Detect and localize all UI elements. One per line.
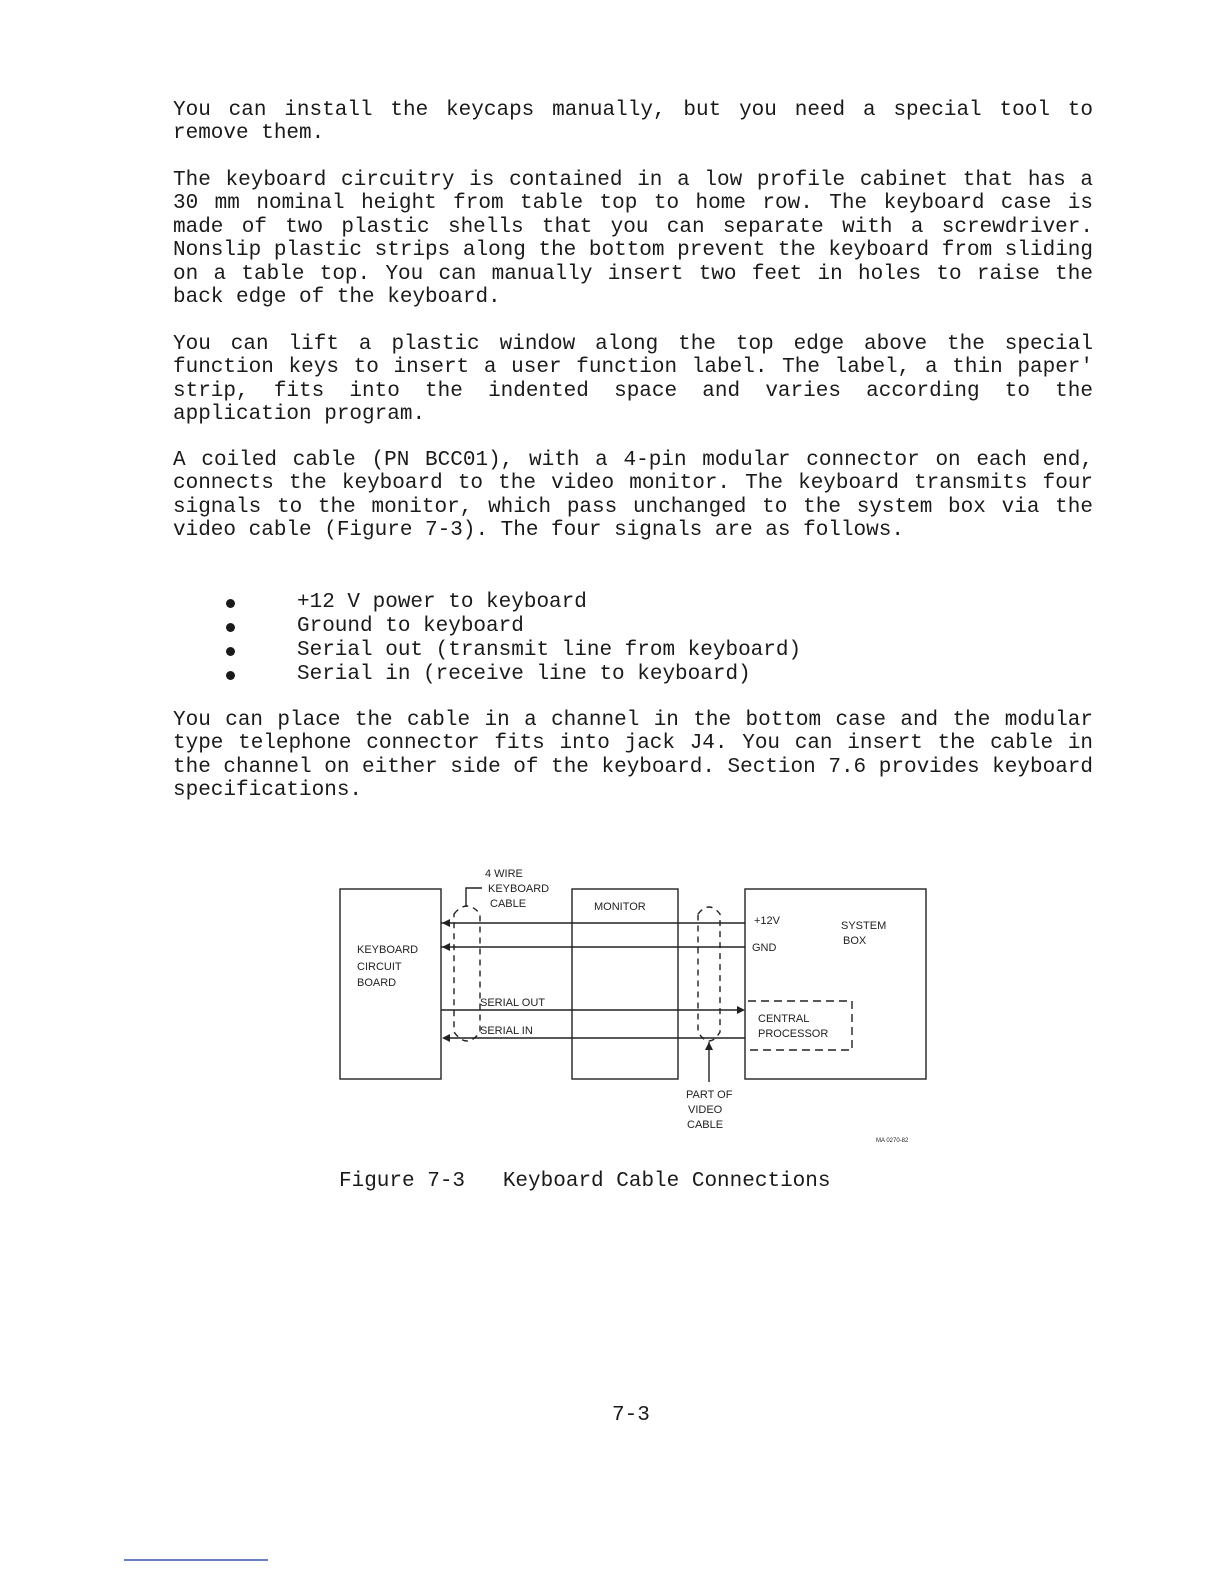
cable-label-line2: KEYBOARD xyxy=(488,883,550,895)
paragraph-keyboard-cabinet: The keyboard circuitry is contained in a low profile cabinet that has a 30 mm nominal height from table top to home row. The keyboard case is made of two plastic shells that you can separate with a screwdriver. Nonslip plastic strips along the bottom prevent the keyboard from sliding on a table top. You can manually insert two feet in holes to raise the back edge of the keyboard. xyxy=(173,169,1093,310)
arrow-serial-in-icon xyxy=(442,1034,450,1042)
keyboard-label-line2: CIRCUIT xyxy=(357,961,402,973)
cpu-label-line1: CENTRAL xyxy=(758,1013,810,1025)
arrow-serial-out-icon xyxy=(737,1006,745,1014)
video-label-line1: PART OF xyxy=(686,1089,733,1101)
video-cable-loop xyxy=(698,907,720,1041)
keyboard-cable-diagram xyxy=(330,860,940,1150)
paragraph-keycaps: You can install the keycaps manually, but you need a special tool to remove them. xyxy=(173,99,1093,146)
system-label-line1: SYSTEM xyxy=(841,920,887,932)
arrow-video-icon xyxy=(705,1042,713,1050)
list-item-text: +12 V power to keyboard xyxy=(297,591,587,614)
arrow-12v-icon xyxy=(442,919,450,927)
page-number: 7-3 xyxy=(612,1404,650,1427)
video-label-line3: CABLE xyxy=(687,1119,724,1131)
list-item xyxy=(222,663,801,687)
keyboard-label-line3: BOARD xyxy=(357,977,397,989)
paragraph-cable-channel: You can place the cable in a channel in the bottom case and the modular type telephone connector fits into jack J4. You can insert the cable in the channel on either side of the keyboard. Section 7.6 provides keyboard specifications. xyxy=(173,709,1093,803)
footer-rule xyxy=(124,1559,268,1561)
list-item xyxy=(222,639,801,663)
signal-gnd-label: GND xyxy=(752,942,777,954)
cable-label-line1: 4 WIRE xyxy=(485,868,523,880)
keyboard-cable-loop xyxy=(454,906,480,1041)
signal-serial-in-label: SERIAL IN xyxy=(480,1025,533,1037)
video-label-line2: VIDEO xyxy=(688,1104,723,1116)
paragraph-plastic-window: You can lift a plastic window along the top edge above the special function keys to insert a user function label. The label, a thin paper' strip, fits into the indented space and varies according to the application program. xyxy=(173,333,1093,427)
bullet-icon xyxy=(226,647,235,656)
monitor-box xyxy=(572,889,678,1079)
figure-code: MA 0270-82 xyxy=(876,1138,909,1144)
cpu-dashed-box xyxy=(748,1001,852,1050)
list-item xyxy=(222,591,801,615)
bullet-icon xyxy=(226,599,235,608)
list-item-text: Ground to keyboard xyxy=(297,615,524,638)
figure-caption: Figure 7-3 Keyboard Cable Connections xyxy=(339,1170,831,1193)
list-item xyxy=(222,615,801,639)
monitor-label: MONITOR xyxy=(594,901,646,913)
system-label-line2: BOX xyxy=(843,935,867,947)
cable-label-line3: CABLE xyxy=(490,898,527,910)
signal-serial-out-label: SERIAL OUT xyxy=(480,997,545,1009)
paragraph-coiled-cable: A coiled cable (PN BCC01), with a 4-pin modular connector on each end, connects the keyboard to the video monitor. The keyboard transmits four signals to the monitor, which pass unchanged to the system box via the video cable (Figure 7-3). The four signals are as follows. xyxy=(173,449,1093,543)
signal-list xyxy=(222,591,801,687)
cpu-label-line2: PROCESSOR xyxy=(758,1028,829,1040)
bullet-icon xyxy=(226,623,235,632)
signal-12v-label: +12V xyxy=(754,915,780,927)
arrow-gnd-icon xyxy=(442,943,450,951)
bullet-icon xyxy=(226,671,235,680)
list-item-text: Serial in (receive line to keyboard) xyxy=(297,663,751,686)
keyboard-label-line1: KEYBOARD xyxy=(357,944,419,956)
cable-label-pointer xyxy=(466,888,482,907)
list-item-text: Serial out (transmit line from keyboard) xyxy=(297,639,802,662)
